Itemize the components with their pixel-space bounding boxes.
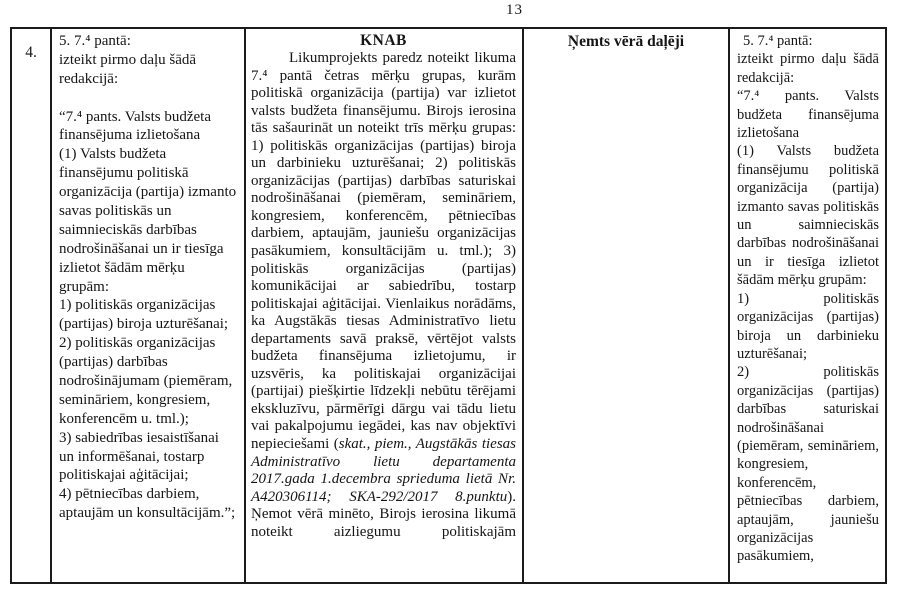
paragraph: 2) politiskās organizācijas (partijas) darbības nodrošinājumam (piemēram, semināriem, kongresiem, konferencēm u. tml.); [59, 335, 233, 427]
opinion-text [251, 50, 516, 541]
decision-cell [522, 29, 728, 582]
paragraph: 2) politiskās organizācijas (partijas) darbības saturiskai nodrošināšanai (piemēram, semināriem, kongresiem, konferencēm, pētniecības darbiem, aptaujām, jauniešu organizācijas pasākumiem, [737, 364, 879, 565]
paragraph: 1) politiskās organizācijas (partijas) biroja uzturēšanai; [59, 297, 229, 333]
row-number: 4. [25, 44, 37, 61]
row-number-cell [12, 29, 50, 582]
paragraph: 5. 7.⁴ pantā: [59, 33, 131, 49]
opinion-header: KNAB [360, 32, 407, 49]
body-text: ). Ņemot vērā minēto, Birojs ierosina likumā noteikt aizliegumu politiskajām [251, 488, 516, 540]
opinion-cell [244, 29, 522, 582]
paragraph: 3) sabiedrības iesaistīšanai un informēšanai, tostarp politiskajai aģitācijai; [59, 429, 219, 484]
paragraph: izteikt pirmo daļu šādā redakcijā: [737, 51, 879, 86]
page-number: 13 [506, 2, 523, 18]
paragraph: (1) Valsts budžeta finansējumu politiskā organizācija (partija) izmanto savas politiskās un saimnieciskās darbības nodrošināšanai un ir tiesīga izlietot šādām mērķu grupām: [59, 146, 237, 295]
paragraph: “7.⁴ pants. Valsts budžeta finansējuma izlietošana [737, 88, 879, 142]
paragraph [251, 50, 516, 541]
paragraph [59, 89, 237, 108]
body-text: Likumprojekts paredz noteikt likuma 7.⁴ pantā četras mērķu grupas, kurām politiskā organizācija (partija) var izlietot valsts budžeta finansējumu. Birojs ierosina tās sašaurināt un noteikt trīs mērķu grupas: 1) politiskās organizācijas (partijas) biroja un darbinieku uzturēšanai; 2) politiskās organizācijas (partijas) darbības saturiskai nodrošināšanai (piemēram, semināriem, kongresiem, konferencēm, pētniecības darbiem, aptaujām, jauniešu organizācijas pasākumiem, konsultācijām u. tml.); 3) politiskās organizācijas (partijas) komunikācijai ar sabiedrību, tostarp politiskajai aģitācijai. Vienlaikus norādāms, ka Augstākās tiesas Administratīvo lietu departaments savā praksē, vērtējot valsts budžeta finansējuma izlietojumu, ir uzsvēris, ka politiskajai organizācijai (partijai) piešķirtie līdzekļi nebūtu tērējami ekskluzīvu, pārmērīgi dārgu vai tādu lietu vai pakalpojumu iegādei, kas nav objektīvi nepieciešami ( [251, 50, 516, 453]
paragraph: (1) Valsts budžeta finansējumu politiskā organizācija (partija) izmanto savas politiskās un saimnieciskās darbības nodrošināšanai un ir tiesīga izlietot šādām mērķu grupām: [737, 143, 879, 289]
review-table [10, 27, 887, 584]
paragraph: 1) politiskās organizācijas (partijas) biroja un darbinieku uzturēšanai; [737, 290, 879, 362]
final-wording-cell [728, 29, 885, 582]
decision-label: Ņemts vērā daļēji [567, 33, 685, 50]
paragraph: “7.⁴ pants. Valsts budžeta finansējuma izlietošana [59, 108, 212, 144]
paragraph: 5. 7.⁴ pantā: [743, 33, 813, 49]
paragraph: izteikt pirmo daļu šādā redakcijā: [59, 51, 197, 87]
amendment-cell [50, 29, 244, 582]
paragraph: 4) pētniecības darbiem, aptaujām un konsultācijām.”; [59, 486, 236, 522]
citation-text: skat., piem., Augstākās tiesas Administratīvo lietu departamenta 2017.gada 1.decembra sprieduma lietā Nr. A420306114; SKA-292/2017 8.punktu [251, 436, 516, 505]
